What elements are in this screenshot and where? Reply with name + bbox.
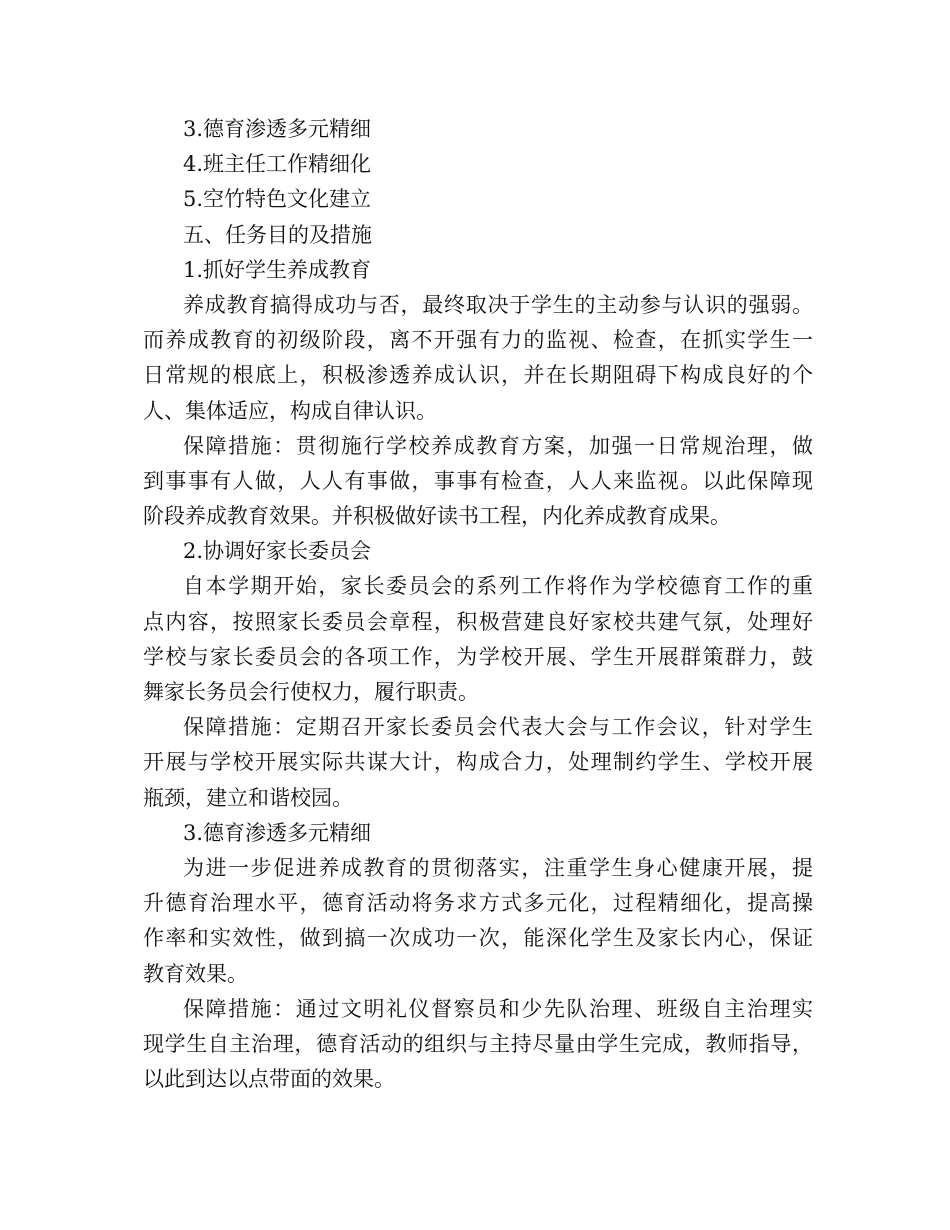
paragraph-line: 保障措施：定期召开家长委员会代表大会与工作会议，针对学生: [183, 715, 813, 740]
subheading-line: 5.空竹特色文化建立: [183, 187, 372, 212]
paragraph-line: 教育效果。: [143, 961, 248, 986]
paragraph-line: 学校与家长委员会的各项工作，为学校开展、学生开展群策群力，鼓: [143, 644, 813, 669]
paragraph-line: 自本学期开始，家长委员会的系列工作将作为学校德育工作的重: [183, 574, 813, 599]
paragraph-line: 人、集体适应，构成自律认识。: [143, 398, 437, 423]
subheading-line: 3.德育渗透多元精细: [183, 820, 372, 845]
paragraph-line: 瓶颈，建立和谐校园。: [143, 785, 353, 810]
paragraph-line: 而养成教育的初级阶段，离不开强有力的监视、检查，在抓实学生一: [143, 328, 813, 353]
paragraph-line: 点内容，按照家长委员会章程，积极营建良好家校共建气氛，处理好: [143, 609, 813, 634]
subheading-line: 1.抓好学生养成教育: [183, 257, 372, 282]
subheading-line: 3.德育渗透多元精细: [183, 117, 372, 141]
section-heading: 五、任务目的及措施: [183, 222, 372, 247]
document-body: [143, 112, 813, 1097]
paragraph-line: 到事事有人做，人人有事做，事事有检查，人人来监视。以此保障现: [143, 468, 813, 493]
paragraph-line: 养成教育搞得成功与否，最终取决于学生的主动参与认识的强弱。: [183, 292, 813, 317]
subheading-line: 2.协调好家长委员会: [183, 539, 372, 564]
paragraph-line: 现学生自主治理，德育活动的组织与主持尽量由学生完成，教师指导，: [143, 1031, 813, 1056]
paragraph-line: 开展与学校开展实际共谋大计，构成合力，处理制约学生、学校开展: [143, 750, 813, 775]
paragraph-line: 阶段养成教育效果。并积极做好读书工程，内化养成教育成果。: [143, 504, 731, 529]
paragraph-line: 升德育治理水平，德育活动将务求方式多元化，过程精细化，提高操: [143, 891, 813, 916]
paragraph-line: 保障措施：贯彻施行学校养成教育方案，加强一日常规治理，做: [183, 433, 813, 458]
paragraph-line: 作率和实效性，做到搞一次成功一次，能深化学生及家长内心，保证: [143, 926, 813, 951]
subheading-line: 4.班主任工作精细化: [183, 152, 372, 177]
paragraph-line: 保障措施：通过文明礼仪督察员和少先队治理、班级自主治理实: [183, 996, 813, 1021]
paragraph-line: 以此到达以点带面的效果。: [143, 1067, 395, 1092]
paragraph-line: 日常规的根底上，积极渗透养成认识，并在长期阻碍下构成良好的个: [143, 363, 813, 388]
paragraph-line: 舞家长务员会行使权力，履行职责。: [143, 680, 479, 704]
paragraph-line: 为进一步促进养成教育的贯彻落实，注重学生身心健康开展，提: [183, 855, 813, 880]
